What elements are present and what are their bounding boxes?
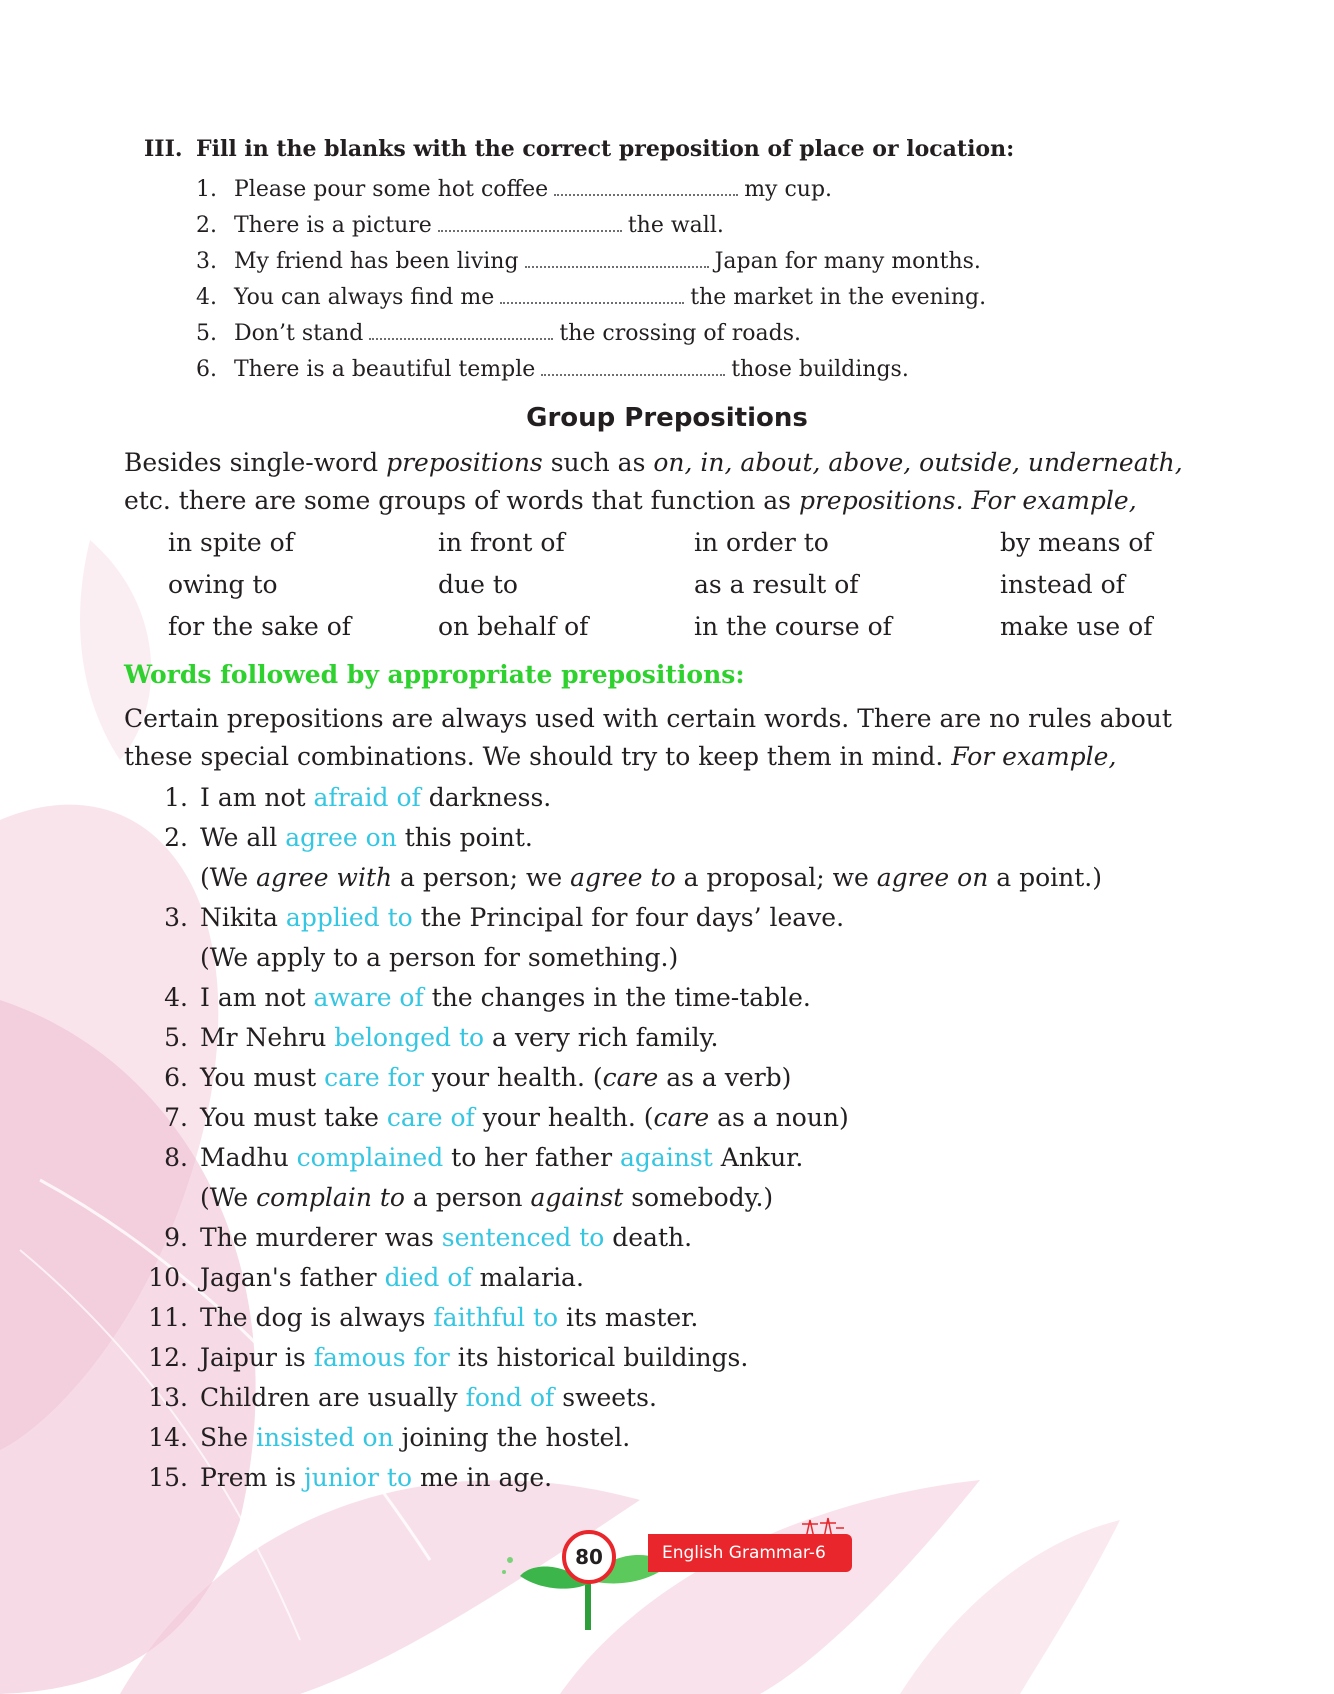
exercise-item-number: 1. [196,177,217,202]
item-note [136,1178,1102,1218]
note-text: somebody.) [623,1183,774,1212]
list-item [124,778,1102,818]
highlighted-phrase: sentenced to [441,1223,605,1252]
item-text: Madhu [200,1143,297,1172]
words-heading: Words followed by appropriate prepositions: [124,660,745,689]
list-item [124,1138,1102,1218]
note-text: a point.) [988,863,1103,892]
item-number: 7. [164,1103,188,1132]
intro-text: etc. there are some groups of words that function as [124,486,799,515]
note-text: a proposal; we [675,863,877,892]
exercise-item [196,244,986,280]
book-title-badge: English Grammar-6 [648,1534,852,1572]
exercise-item-before: Don’t stand [234,321,364,346]
item-text: joining the hostel. [393,1423,631,1452]
exercise-item-after: the crossing of roads. [559,321,801,346]
blank-line [525,252,709,268]
list-item [124,898,1102,978]
highlighted-phrase: junior to [304,1463,412,1492]
item-text: your health. ( [474,1103,654,1132]
blank-line [541,360,725,376]
item-text: I am not [200,983,314,1012]
grid-cell: in the course of [694,612,892,641]
list-item [124,1378,1102,1418]
blank-line [438,216,622,232]
item-text: as a noun) [709,1103,849,1132]
list-item [124,1018,1102,1058]
highlighted-phrase: care for [324,1063,424,1092]
highlighted-phrase: agree on [285,823,397,852]
exercise-item-before: There is a beautiful temple [234,357,536,382]
item-number: 9. [164,1223,188,1252]
item-text: You must [200,1063,325,1092]
exercise-item-before: My friend has been living [234,249,519,274]
item-number: 12. [148,1343,188,1372]
intro-text: such as [542,448,654,477]
exercise-item-number: 6. [196,357,217,382]
exercise-list [196,172,986,388]
highlighted-phrase: aware of [313,983,424,1012]
note-emphasis: against [530,1183,624,1212]
note-text: (We [200,863,257,892]
note-text: a person [404,1183,531,1212]
highlighted-phrase: afraid of [313,783,421,812]
item-number: 15. [148,1463,188,1492]
highlighted-phrase: belonged to [334,1023,485,1052]
item-number: 2. [164,823,188,852]
item-number: 13. [148,1383,188,1412]
item-text: to her father [443,1143,621,1172]
item-text: this point. [396,823,533,852]
highlighted-phrase: against [620,1143,713,1172]
exercise-title-text: Fill in the blanks with the correct preposition of place or location: [196,136,1015,162]
item-text: We all [200,823,286,852]
exercise-title [144,136,1014,162]
item-text: sweets. [554,1383,657,1412]
grid-cell: in front of [438,528,565,557]
exercise-item-number: 4. [196,285,217,310]
item-text: its master. [558,1303,699,1332]
electric-tower-icon [800,1516,846,1538]
item-number: 8. [164,1143,188,1172]
note-emphasis: agree on [876,863,989,892]
item-emphasis: care [602,1063,659,1092]
blank-line [369,324,553,340]
highlighted-phrase: insisted on [255,1423,394,1452]
intro-text: Besides single-word [124,448,387,477]
grid-cell: make use of [1000,612,1153,641]
item-note: (We apply to a person for something.) [200,943,679,972]
exercise-item-number: 3. [196,249,217,274]
item-text: Nikita [200,903,286,932]
grid-cell: for the sake of [168,612,352,641]
group-prepositions-intro [124,444,1224,520]
item-text: death. [604,1223,693,1252]
item-note [136,858,1102,898]
exercise-item-before: There is a picture [234,213,432,238]
note-emphasis: agree to [570,863,676,892]
item-text: Ankur. [712,1143,804,1172]
exercise-item-number: 5. [196,321,217,346]
exercise-item-before: You can always find me [234,285,495,310]
highlighted-phrase: care of [386,1103,475,1132]
list-item [124,978,1102,1018]
exercise-item-after: Japan for many months. [714,249,981,274]
item-text: Jagan's father [200,1263,385,1292]
item-text: a very rich family. [484,1023,719,1052]
item-text: as a verb) [658,1063,792,1092]
item-number: 6. [164,1063,188,1092]
exercise-item [196,280,986,316]
list-item [124,1258,1102,1298]
item-text: The dog is always [200,1303,434,1332]
grid-cell: by means of [1000,528,1153,557]
highlighted-phrase: famous for [313,1343,450,1372]
item-text: Jaipur is [200,1343,314,1372]
item-text: I am not [200,783,314,812]
item-number: 10. [148,1263,188,1292]
item-text: malaria. [471,1263,584,1292]
highlighted-phrase: died of [384,1263,472,1292]
exercise-item-after: those buildings. [731,357,909,382]
grid-cell: as a result of [694,570,859,599]
intro-emphasis: prepositions. For example, [798,486,1137,515]
grid-cell: in spite of [168,528,294,557]
item-text: You must take [200,1103,387,1132]
exercise-item-after: the market in the evening. [690,285,987,310]
item-text: your health. ( [423,1063,603,1092]
blank-line [554,180,738,196]
highlighted-phrase: faithful to [433,1303,559,1332]
words-list [124,778,1102,1498]
grid-cell: on behalf of [438,612,589,641]
item-text: Children are usually [200,1383,466,1412]
item-text: the changes in the time-table. [423,983,811,1012]
list-item [124,1098,1102,1138]
note-emphasis: agree with [256,863,393,892]
exercise-item-before: Please pour some hot coffee [234,177,549,202]
item-text: She [200,1423,256,1452]
exercise-item-after: the wall. [627,213,724,238]
words-intro [124,700,1224,776]
page-number: 80 [562,1530,616,1584]
exercise-item [196,352,986,388]
note-emphasis: complain to [256,1183,405,1212]
item-number: 4. [164,983,188,1012]
item-text: Mr Nehru [200,1023,335,1052]
exercise-item [196,172,986,208]
list-item [124,1218,1102,1258]
grid-cell: instead of [1000,570,1125,599]
words-intro-text: Certain prepositions are always used with certain words. There are no rules about these special combinations. We should try to keep them in mind. [124,704,1172,771]
item-emphasis: care [653,1103,710,1132]
exercise-item [196,316,986,352]
highlighted-phrase: complained [296,1143,444,1172]
exercise-item-after: my cup. [744,177,833,202]
item-text: Prem is [200,1463,304,1492]
intro-emphasis: on, in, about, above, outside, underneath, [653,448,1183,477]
item-text: darkness. [420,783,552,812]
grid-cell: in order to [694,528,829,557]
intro-emphasis: prepositions [386,448,543,477]
exercise-item [196,208,986,244]
item-number: 3. [164,903,188,932]
item-number: 14. [148,1423,188,1452]
note-text: a person; we [392,863,571,892]
note-text: (We [200,1183,257,1212]
list-item [124,1418,1102,1458]
grid-cell: owing to [168,570,278,599]
item-text: the Principal for four days’ leave. [412,903,845,932]
item-number: 1. [164,783,188,812]
group-prepositions-heading: Group Prepositions [526,403,808,433]
list-item [124,1058,1102,1098]
item-text: its historical buildings. [449,1343,749,1372]
grid-cell: due to [438,570,518,599]
item-text: The murderer was [200,1223,442,1252]
item-number: 11. [148,1303,188,1332]
highlighted-phrase: fond of [465,1383,555,1412]
item-number: 5. [164,1023,188,1052]
blank-line [500,288,684,304]
item-text: me in age. [412,1463,553,1492]
list-item [124,818,1102,898]
list-item [124,1458,1102,1498]
list-item [124,1338,1102,1378]
exercise-item-number: 2. [196,213,217,238]
words-intro-emphasis: For example, [951,742,1117,771]
exercise-number: III. [144,136,183,162]
highlighted-phrase: applied to [285,903,413,932]
list-item [124,1298,1102,1338]
